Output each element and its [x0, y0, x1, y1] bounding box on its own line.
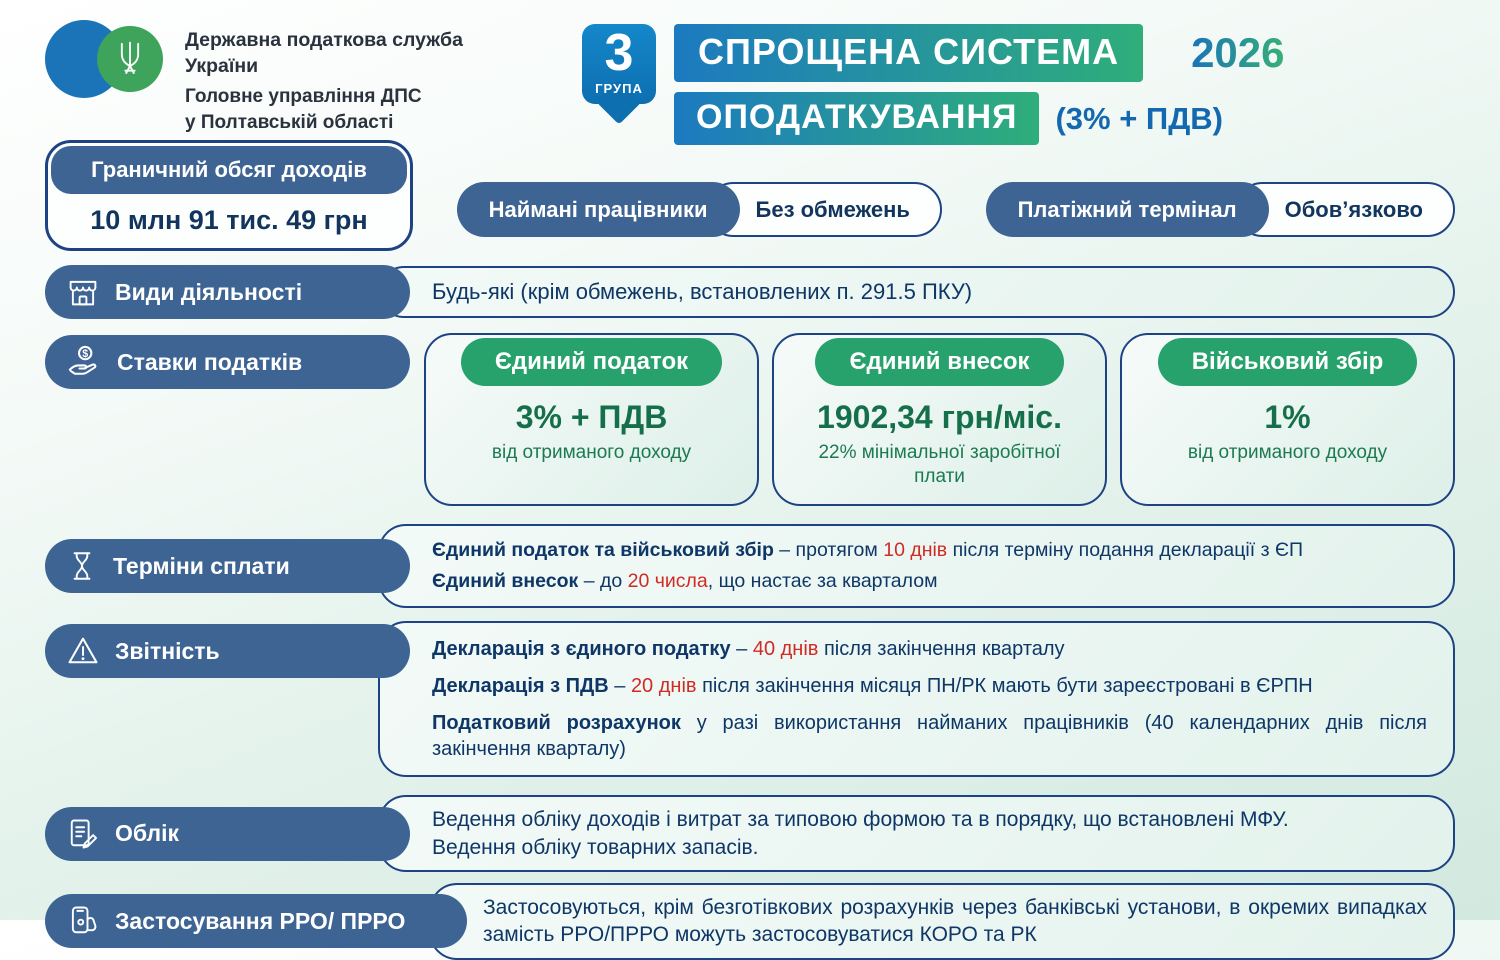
- rate-note: (3% + ПДВ): [1055, 100, 1223, 136]
- payment-terms-row: [45, 524, 1455, 608]
- employees-label: Наймані працівники: [457, 182, 740, 237]
- tax-service-logo: [45, 18, 173, 102]
- employees-pill: [457, 182, 942, 237]
- military-levy-title: Військовий збір: [1158, 338, 1418, 386]
- accounting-line-1: Ведення обліку доходів і витрат за типовою формою та в порядку, що встановлені МФУ.: [432, 808, 1289, 832]
- rro-label-pill: [45, 894, 467, 948]
- hourglass-icon: [65, 549, 99, 583]
- header: [45, 18, 1455, 136]
- trident-emblem-icon: [97, 26, 163, 92]
- phone-payment-icon: [65, 903, 101, 939]
- group-number: 3: [604, 24, 634, 82]
- activities-text: Будь-які (крім обмежень, встановлених п. 291.5 ПКУ): [378, 266, 1455, 318]
- org-line-2: Головне управління ДПС: [185, 86, 422, 108]
- reporting-row: [45, 621, 1455, 777]
- document-pencil-icon: [65, 816, 101, 852]
- military-levy-value: 1%: [1264, 399, 1311, 435]
- reporting-item-3: Податковий розрахунок у разі використання найманих працівників (40 календарних днів після закінчення кварталу): [432, 712, 1427, 761]
- payment-terms-text: [378, 524, 1455, 608]
- year: 2026: [1191, 29, 1285, 76]
- military-levy-card: [1120, 333, 1455, 506]
- terminal-value: Обов’язково: [1235, 182, 1455, 237]
- group-label: ГРУПА: [595, 80, 643, 96]
- income-limit-value: 10 млн 91 тис. 49 грн: [90, 205, 368, 235]
- org-line-3: у Полтавській області: [185, 111, 394, 133]
- group-badge: [582, 24, 656, 104]
- activities-row: [45, 265, 1455, 319]
- activities-label-pill: [45, 265, 410, 319]
- single-tax-title: Єдиний податок: [461, 338, 722, 386]
- reporting-label-pill: [45, 624, 410, 678]
- payment-line-2: Єдиний внесок – до 20 числа, що настає за кварталом: [432, 570, 938, 593]
- storefront-icon: [65, 274, 101, 310]
- payment-terms-label-pill: [45, 539, 410, 593]
- accounting-label: Облік: [115, 820, 180, 847]
- payment-terms-label: Терміни сплати: [113, 552, 290, 579]
- single-tax-card: [424, 333, 759, 506]
- reporting-label: Звітність: [115, 637, 220, 664]
- reporting-text: [378, 621, 1455, 777]
- accounting-line-2: Ведення обліку товарних запасів.: [432, 835, 759, 859]
- title-line-2: ОПОДАТКУВАННЯ: [674, 92, 1039, 145]
- terminal-label: Платіжний термінал: [986, 182, 1269, 237]
- tax-rates-row: [45, 333, 1455, 506]
- svg-text:$: $: [82, 347, 89, 360]
- org-line-1: Державна податкова служба України: [185, 29, 463, 77]
- accounting-text: [378, 795, 1455, 872]
- income-limit-label: Граничний обсяг доходів: [51, 146, 407, 194]
- single-tax-note: від отриманого доходу: [491, 442, 692, 463]
- reporting-item-1: Декларація з єдиного податку – 40 днів після закінчення кварталу: [432, 638, 1065, 661]
- rro-label: Застосування РРО/ ПРРО: [115, 907, 406, 934]
- rro-row: [45, 883, 1455, 960]
- warning-triangle-icon: [65, 633, 101, 669]
- employees-value: Без обмежень: [706, 182, 942, 237]
- accounting-label-pill: [45, 807, 410, 861]
- income-limit-card: [45, 140, 413, 251]
- reporting-item-2: Декларація з ПДВ – 20 днів після закінчення місяця ПН/РК мають бути зареєстровані в ЄРПН: [432, 675, 1313, 698]
- single-contribution-title: Єдиний внесок: [815, 338, 1063, 386]
- military-levy-note: від отриманого доходу: [1187, 442, 1388, 463]
- single-contribution-value: 1902,34 грн/міс.: [817, 399, 1062, 435]
- organization-name: [185, 18, 530, 135]
- terminal-pill: [986, 182, 1455, 237]
- accounting-row: [45, 795, 1455, 872]
- single-contribution-card: [772, 333, 1107, 506]
- title-line-1: СПРОЩЕНА СИСТЕМА: [674, 24, 1143, 82]
- rro-text: Застосовуються, крім безготівкових розрахунків через банківські установи, в окремих випадках замість РРО/ПРРО можуть застосовуватися КОРО та РК: [429, 883, 1455, 960]
- tax-rates-label-pill: [45, 335, 410, 389]
- payment-line-1: Єдиний податок та військовий збір – протягом 10 днів після терміну подання декларації з ЄП: [432, 539, 1303, 561]
- page-title: [674, 24, 1285, 145]
- top-summary-row: [45, 140, 1455, 251]
- single-contribution-note: 22% мінімальної заробітної плати: [818, 442, 1061, 487]
- hand-coin-icon: [65, 343, 103, 381]
- tax-rate-cards: [424, 333, 1455, 506]
- activities-label: Види діяльності: [115, 278, 303, 305]
- tax-rates-label: Ставки податків: [117, 348, 303, 375]
- single-tax-value: 3% + ПДВ: [515, 399, 668, 435]
